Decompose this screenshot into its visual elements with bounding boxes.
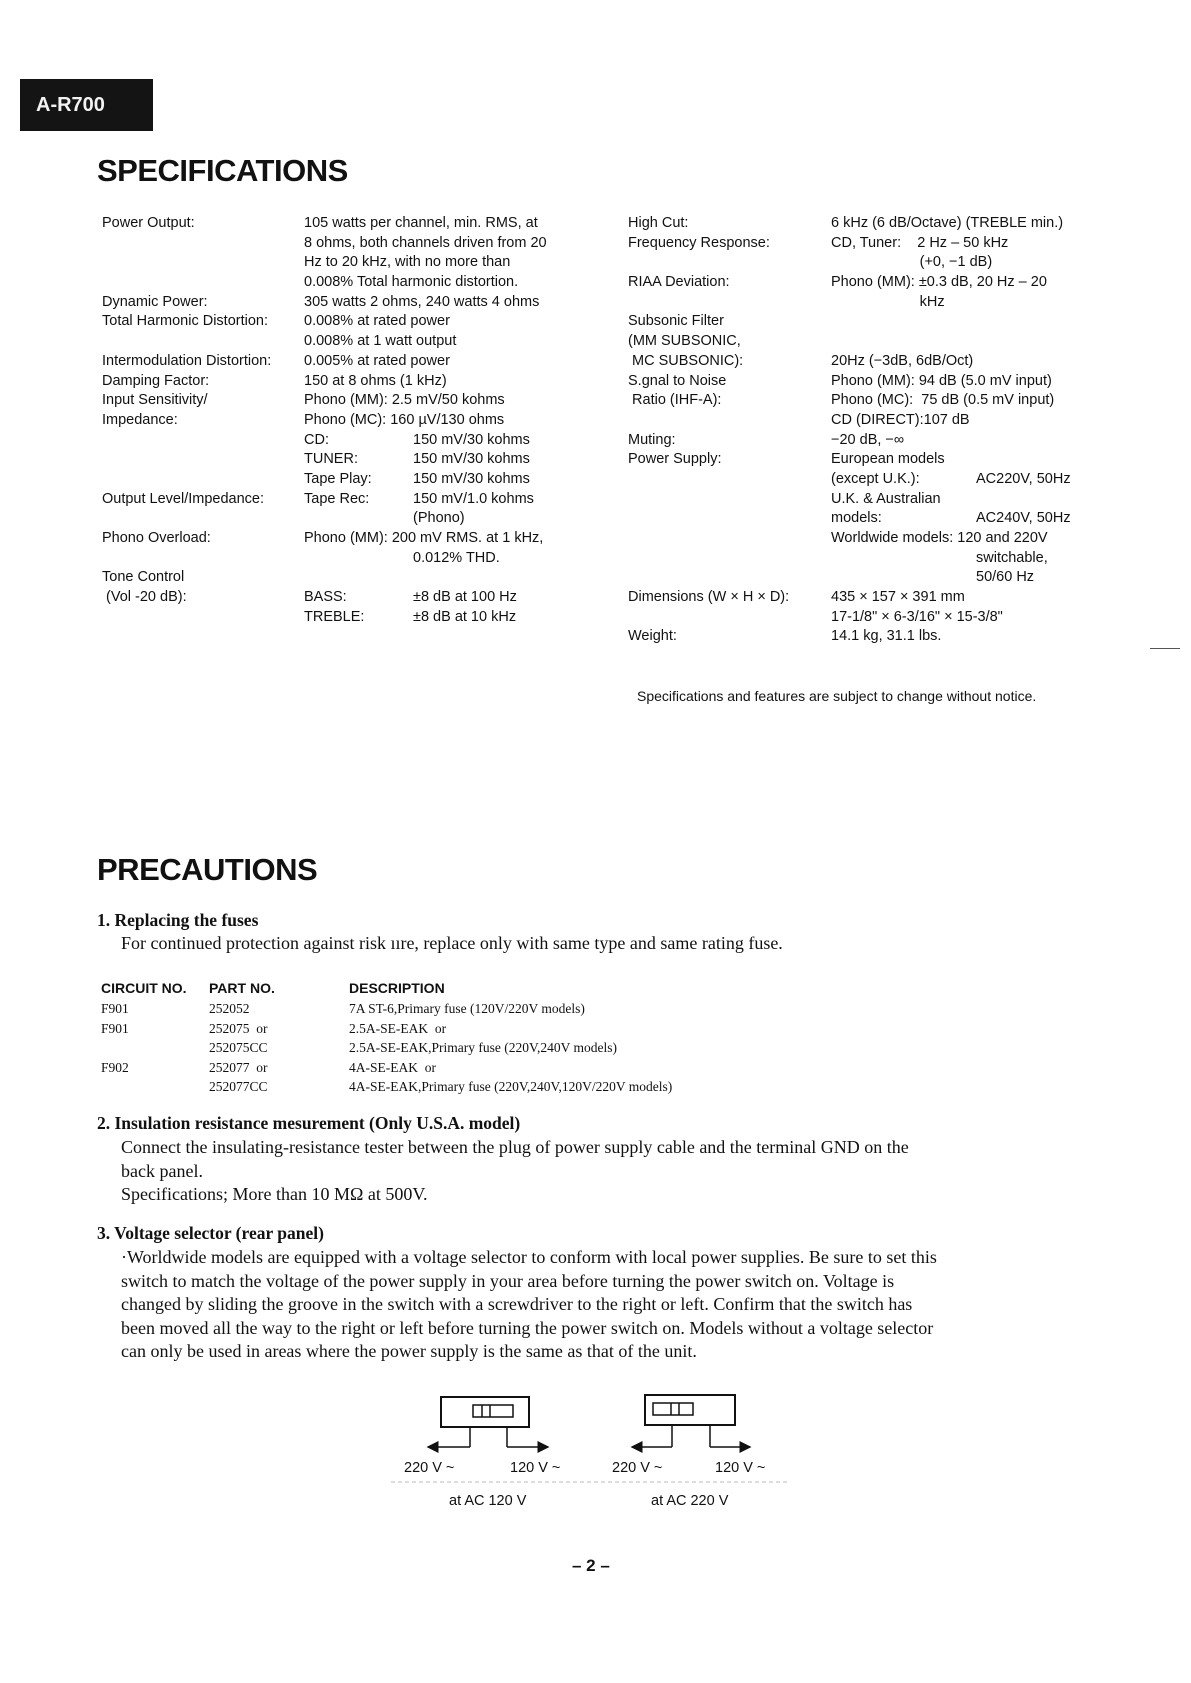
- spec-value: Phono (MM): 94 dB (5.0 mV input): [831, 372, 1052, 389]
- spec-subvalue: [976, 450, 1071, 470]
- spec-label: [628, 470, 789, 490]
- spec-label: [628, 529, 789, 549]
- spec-subvalue: [976, 627, 1071, 647]
- spec-label: Damping Factor:: [102, 372, 210, 389]
- spec-subvalue: [976, 372, 1071, 392]
- fuse-part-no: 252075CC: [209, 1040, 268, 1055]
- spec-subvalue: [413, 391, 534, 411]
- precautions-title: PRECAUTIONS: [97, 852, 318, 887]
- spec-label: Subsonic Filter: [628, 313, 724, 330]
- spec-subvalue: 150 mV/30 kohms: [413, 470, 530, 487]
- spec-subvalue: [976, 490, 1071, 510]
- diagram-right-caption: at AC 220 V: [651, 1493, 729, 1509]
- spec-value: European models: [831, 451, 945, 468]
- spec-value: BASS:: [304, 589, 347, 606]
- spec-label: Ratio (IHF-A):: [628, 392, 722, 409]
- spec-subvalue: [976, 234, 1071, 254]
- spec-subvalue: switchable,: [976, 549, 1048, 566]
- fuse-table-row: [101, 999, 801, 1019]
- section-3-title: 3. Voltage selector (rear panel): [97, 1223, 324, 1243]
- spec-label: [102, 450, 271, 470]
- fuse-circuit-no: F901: [101, 1001, 129, 1016]
- spec-value: Worldwide models: 120 and 220V: [831, 530, 1048, 546]
- fuse-part-no: 252077CC: [209, 1079, 268, 1094]
- spec-subvalue: [976, 588, 1071, 608]
- fuse-description: 4A-SE-EAK or: [349, 1059, 436, 1075]
- section-3-line: can only be used in areas where the power supply is the same as that of the unit.: [121, 1341, 697, 1361]
- spec-left-subvalues: [413, 214, 534, 627]
- spec-value: (except U.K.):: [831, 470, 920, 487]
- spec-value: 17-1/8" × 6-3/16" × 15-3/8": [831, 608, 1003, 625]
- spec-subvalue: [976, 312, 1071, 332]
- spec-value: 20Hz (−3dB, 6dB/Oct): [831, 352, 974, 369]
- spec-value: 8 ohms, both channels driven from 20: [304, 234, 547, 251]
- spec-label: [628, 608, 789, 628]
- spec-subvalue: [413, 312, 534, 332]
- spec-label: [628, 549, 789, 569]
- spec-subvalue: [413, 411, 534, 431]
- fuse-part-no: 252077 or: [209, 1059, 268, 1075]
- spec-value: TUNER:: [304, 451, 358, 468]
- spec-value: CD:: [304, 431, 329, 448]
- spec-left-labels: [102, 214, 271, 627]
- fuse-description: 2.5A-SE-EAK or: [349, 1020, 447, 1036]
- spec-subvalue: [413, 214, 534, 234]
- margin-mark: [1150, 648, 1180, 649]
- spec-value: 435 × 157 × 391 mm: [831, 589, 965, 606]
- fuse-description: 2.5A-SE-EAK,Primary fuse (220V,240V models): [349, 1040, 617, 1055]
- spec-value: 305 watts 2 ohms, 240 watts 4 ohms: [304, 293, 540, 310]
- fuse-table-row: [101, 1038, 801, 1058]
- spec-label: [102, 470, 271, 490]
- fuse-part-no: 252052: [209, 1001, 250, 1016]
- spec-label: [102, 234, 271, 254]
- section-1-text: For continued protection against risk ııre, replace only with same type and same rating fuse.: [121, 933, 783, 953]
- spec-label: [628, 509, 789, 529]
- spec-value: 105 watts per channel, min. RMS, at: [304, 215, 538, 231]
- spec-subvalue: [976, 411, 1071, 431]
- spec-label: Total Harmonic Distortion:: [102, 313, 268, 330]
- section-3-line: been moved all the way to the right or left before turning the power switch on. Models without a voltage selector: [121, 1317, 934, 1338]
- spec-label: Impedance:: [102, 411, 178, 428]
- spec-label: Dynamic Power:: [102, 293, 208, 310]
- selector-switch-left: [428, 1397, 548, 1447]
- spec-subvalue: [976, 253, 1071, 273]
- spec-value: kHz: [831, 293, 945, 310]
- specifications-title: SPECIFICATIONS: [97, 153, 348, 188]
- section-2-line: back panel.: [121, 1160, 203, 1181]
- diagram-left-caption: at AC 120 V: [449, 1493, 527, 1509]
- spec-label: Power Output:: [102, 215, 195, 231]
- section-1-title: 1. Replacing the fuses: [97, 910, 259, 930]
- fuse-table-row: [101, 1077, 801, 1097]
- spec-label: Dimensions (W × H × D):: [628, 589, 790, 606]
- spec-subvalue: [976, 332, 1071, 352]
- spec-subvalue: 150 mV/30 kohms: [413, 431, 530, 448]
- fuse-header-part: PART NO.: [209, 980, 275, 996]
- fuse-circuit-no: F901: [101, 1020, 129, 1036]
- spec-label: Intermodulation Distortion:: [102, 352, 272, 369]
- spec-subvalue: (Phono): [413, 510, 465, 527]
- spec-label: [102, 253, 271, 273]
- spec-label: Tone Control: [102, 569, 185, 586]
- page-number: – 2 –: [572, 1556, 610, 1575]
- spec-subvalue: [976, 352, 1071, 372]
- spec-label: [628, 490, 789, 510]
- spec-value: 0.005% at rated power: [304, 352, 450, 369]
- spec-subvalue: 0.012% THD.: [413, 549, 500, 566]
- spec-label: MC SUBSONIC):: [628, 352, 744, 369]
- spec-value: models:: [831, 510, 882, 527]
- spec-subvalue: [413, 293, 534, 313]
- spec-subvalue: [413, 273, 534, 293]
- spec-value: Tape Play:: [304, 470, 372, 487]
- selector-switch-right: [632, 1395, 750, 1447]
- spec-subvalue: [413, 568, 534, 588]
- section-3-line: ·Worldwide models are equipped with a voltage selector to conform with local power supplies. Be sure to set this: [121, 1247, 937, 1267]
- spec-value: 0.008% at 1 watt output: [304, 333, 457, 350]
- spec-label: [102, 549, 271, 569]
- spec-subvalue: ±8 dB at 10 kHz: [413, 608, 517, 625]
- spec-subvalue: [976, 391, 1071, 411]
- spec-value: Phono (MM): 2.5 mV/50 kohms: [304, 392, 505, 409]
- spec-subvalue: [976, 214, 1071, 234]
- spec-label: High Cut:: [628, 215, 689, 231]
- spec-value: 6 kHz (6 dB/Octave) (TREBLE min.): [831, 215, 1064, 231]
- spec-subvalue: AC220V, 50Hz: [976, 470, 1071, 487]
- spec-right-subvalues: [976, 214, 1071, 647]
- spec-right-labels: [628, 214, 789, 647]
- spec-value: −20 dB, −∞: [831, 431, 905, 448]
- diagram-right-label-120: 120 V ~: [715, 1460, 766, 1476]
- spec-label: RIAA Deviation:: [628, 274, 730, 291]
- spec-label: [628, 293, 789, 313]
- spec-label: Weight:: [628, 628, 677, 645]
- spec-label: Frequency Response:: [628, 234, 770, 251]
- section-2-line: Connect the insulating-resistance tester between the plug of power supply cable and the terminal GND on the: [121, 1137, 909, 1157]
- diagram-left-label-120: 120 V ~: [510, 1460, 561, 1476]
- fuse-part-no: 252075 or: [209, 1020, 268, 1036]
- section-2-line: Specifications; More than 10 MΩ at 500V.: [121, 1184, 428, 1204]
- spec-subvalue: 50/60 Hz: [976, 569, 1035, 586]
- spec-subvalue: [413, 253, 534, 273]
- spec-label: (Vol -20 dB):: [102, 589, 187, 606]
- spec-subvalue: [976, 431, 1071, 451]
- spec-label: [628, 253, 789, 273]
- spec-value: 0.008% Total harmonic distortion.: [304, 274, 519, 291]
- spec-value: Phono (MC): 160 µV/130 ohms: [304, 411, 505, 428]
- spec-label: [102, 332, 271, 352]
- spec-label: [102, 509, 271, 529]
- spec-label: [628, 411, 789, 431]
- spec-subvalue: 150 mV/1.0 kohms: [413, 490, 534, 507]
- spec-label: [628, 568, 789, 588]
- section-2-text: [121, 1136, 1111, 1207]
- spec-label: Muting:: [628, 431, 676, 448]
- spec-label: Input Sensitivity/: [102, 392, 208, 409]
- fuse-description: 4A-SE-EAK,Primary fuse (220V,240V,120V/220V models): [349, 1079, 673, 1094]
- spec-value: 0.008% at rated power: [304, 313, 450, 330]
- spec-label: Phono Overload:: [102, 530, 211, 546]
- fuse-header-circuit: CIRCUIT NO.: [101, 980, 187, 996]
- spec-subvalue: [976, 273, 1071, 293]
- section-3-line: switch to match the voltage of the power supply in your area before turning the power switch on. Voltage is: [121, 1270, 895, 1291]
- spec-value: Phono (MC): 75 dB (0.5 mV input): [831, 392, 1055, 409]
- spec-subvalue: [976, 293, 1071, 313]
- spec-subvalue: [413, 234, 534, 254]
- spec-subvalue: 150 mV/30 kohms: [413, 451, 530, 468]
- fuse-table-row: [101, 1019, 801, 1039]
- spec-subvalue: [413, 352, 534, 372]
- spec-value: Hz to 20 kHz, with no more than: [304, 254, 511, 271]
- section-2-title: 2. Insulation resistance mesurement (Only U.S.A. model): [97, 1113, 521, 1133]
- spec-subvalue: ±8 dB at 100 Hz: [413, 589, 517, 606]
- spec-subvalue: [413, 529, 534, 549]
- fuse-table-row: [101, 1058, 801, 1078]
- spec-value: U.K. & Australian: [831, 490, 941, 507]
- model-tag: A-R700: [20, 79, 153, 131]
- spec-value: (+0, −1 dB): [831, 254, 993, 271]
- spec-label: S.gnal to Noise: [628, 372, 727, 389]
- section-3-text: [121, 1246, 1116, 1364]
- spec-subvalue: AC240V, 50Hz: [976, 510, 1071, 527]
- fuse-circuit-no: F902: [101, 1059, 129, 1075]
- spec-subvalue: [976, 608, 1071, 628]
- spec-value: Phono (MM): 200 mV RMS. at 1 kHz,: [304, 530, 544, 546]
- spec-label: (MM SUBSONIC,: [628, 333, 741, 350]
- spec-subvalue: [976, 529, 1071, 549]
- section-3-line: changed by sliding the groove in the switch with a screwdriver to the right or left. Confirm that the switch has: [121, 1294, 913, 1314]
- spec-value: TREBLE:: [304, 608, 365, 625]
- spec-value: 150 at 8 ohms (1 kHz): [304, 372, 447, 389]
- fuse-header-description: DESCRIPTION: [349, 980, 445, 996]
- spec-value: CD, Tuner: 2 Hz – 50 kHz: [831, 234, 1009, 251]
- spec-label: [102, 608, 271, 628]
- spec-value: Phono (MM): ±0.3 dB, 20 Hz – 20: [831, 274, 1047, 291]
- spec-subvalue: [413, 372, 534, 392]
- spec-label: [102, 273, 271, 293]
- spec-value: 14.1 kg, 31.1 lbs.: [831, 628, 942, 645]
- spec-value: CD (DIRECT):107 dB: [831, 411, 970, 428]
- spec-label: Output Level/Impedance:: [102, 490, 265, 507]
- fuse-table-rows: [101, 999, 801, 1097]
- spec-notice: Specifications and features are subject to change without notice.: [637, 688, 1037, 704]
- spec-value: Tape Rec:: [304, 490, 370, 507]
- spec-subvalue: [413, 332, 534, 352]
- diagram-right-label-220: 220 V ~: [612, 1460, 663, 1476]
- spec-label: [102, 431, 271, 451]
- diagram-left-label-220: 220 V ~: [404, 1460, 455, 1476]
- spec-label: Power Supply:: [628, 451, 722, 468]
- fuse-description: 7A ST-6,Primary fuse (120V/220V models): [349, 1001, 585, 1016]
- voltage-selector-diagram: [390, 1385, 790, 1505]
